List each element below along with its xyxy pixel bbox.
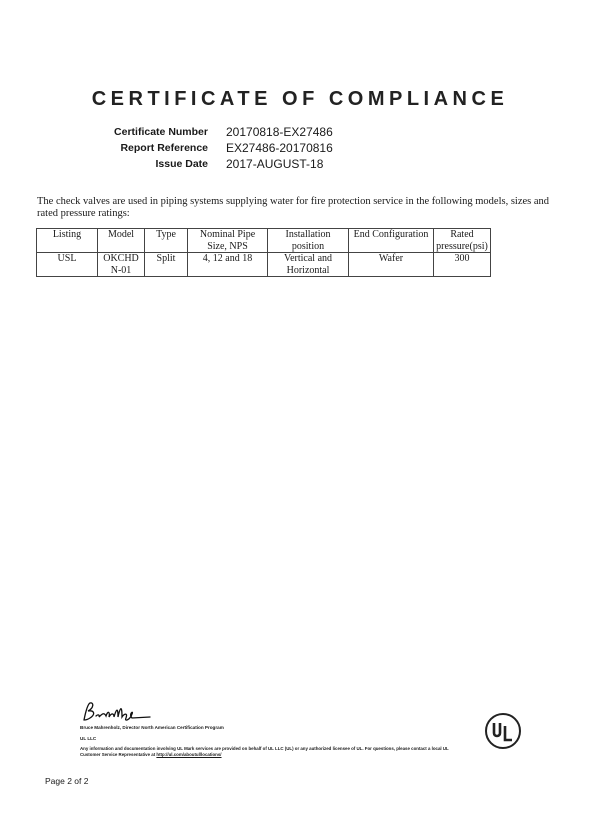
header-end-configuration: End Configuration [349, 229, 434, 253]
disclaimer-text [80, 746, 460, 757]
cell-installation-position: Vertical and Horizontal [268, 253, 349, 277]
disclaimer-body: Any information and documentation involving UL Mark services are provided on behalf of UL LLC (UL) or any authorized licensee of UL. For questions, please contact a local UL Customer Service Representative at [80, 746, 449, 757]
signatory-name: Bruce Mahrenholz, Director North American Certification Program [80, 725, 224, 730]
report-reference-value: EX27486-20170816 [226, 141, 333, 155]
report-reference-label: Report Reference [120, 142, 208, 154]
certificate-number-row [0, 124, 600, 140]
report-reference-row [0, 140, 600, 156]
ratings-table [36, 228, 491, 277]
header-listing: Listing [37, 229, 98, 253]
header-rated-pressure: Rated pressure(psi) [434, 229, 491, 253]
header-type: Type [145, 229, 188, 253]
locations-link[interactable]: http://ul.com/aboutul/locations/ [156, 751, 222, 757]
cell-rated-pressure: 300 [434, 253, 491, 277]
cell-nominal-pipe-size: 4, 12 and 18 [188, 253, 268, 277]
header-installation-position: Installation position [268, 229, 349, 253]
ul-logo-icon [484, 712, 522, 750]
issue-date-row [0, 156, 600, 172]
cell-end-configuration: Wafer [349, 253, 434, 277]
cell-listing: USL [37, 253, 98, 277]
organization-name: UL LLC [80, 736, 97, 741]
issue-date-label: Issue Date [155, 158, 208, 170]
issue-date-value: 2017-AUGUST-18 [226, 157, 324, 171]
table-row [37, 253, 491, 277]
certificate-number-value: 20170818-EX27486 [226, 125, 333, 139]
intro-paragraph: The check valves are used in piping systems supplying water for fire protection service in the following models, sizes and rated pressure ratings: [37, 196, 550, 219]
document-title: CERTIFICATE OF COMPLIANCE [91, 88, 509, 110]
cell-type: Split [145, 253, 188, 277]
table-header-row [37, 229, 491, 253]
page-number: Page 2 of 2 [45, 776, 89, 786]
cell-model: OKCHD N-01 [98, 253, 145, 277]
signature-image [80, 700, 160, 724]
header-nominal-pipe-size: Nominal Pipe Size, NPS [188, 229, 268, 253]
certificate-meta [0, 124, 600, 172]
header-model: Model [98, 229, 145, 253]
certificate-number-label: Certificate Number [114, 126, 208, 138]
